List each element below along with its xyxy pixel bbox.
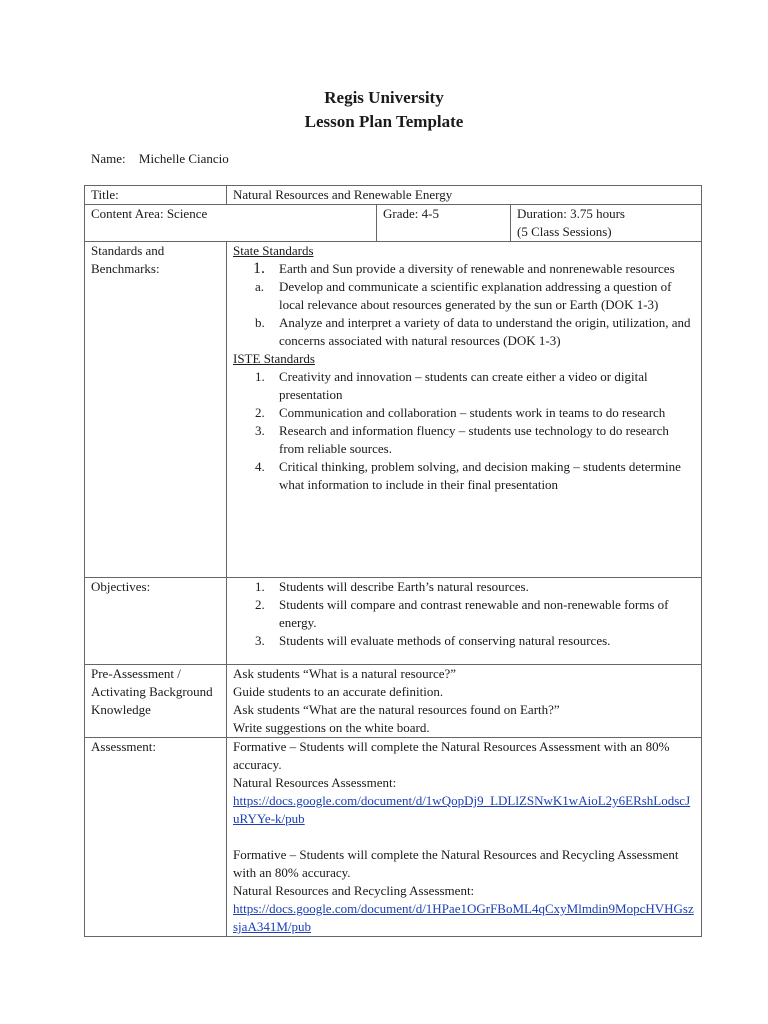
state-standards-heading: State Standards <box>233 243 314 258</box>
assessment-name: Natural Resources and Recycling Assessment: <box>233 883 475 898</box>
preassessment-line: Ask students “What are the natural resources found on Earth?” <box>233 702 560 717</box>
title-row <box>85 186 702 205</box>
objectives-label: Objectives: <box>85 578 227 665</box>
iste-standards-heading: ISTE Standards <box>233 351 315 366</box>
lesson-plan-table <box>84 185 702 937</box>
iste-standards-list <box>233 368 695 494</box>
title-value: Natural Resources and Renewable Energy <box>227 186 702 205</box>
list-item: b. Analyze and interpret a variety of data to understand the origin, utilization, and concerns associated with natural resources (DOK 1-3) <box>255 315 691 348</box>
standards-row <box>85 242 702 578</box>
assessment-row <box>85 738 702 937</box>
name-value: Michelle Ciancio <box>138 151 229 166</box>
assessment-label: Assessment: <box>85 738 227 937</box>
assessment-text: Formative – Students will complete the Natural Resources and Recycling Assessment with an 80% accuracy. <box>233 847 679 880</box>
list-item: 1. Students will describe Earth’s natural resources. <box>255 579 529 594</box>
assessment-content <box>227 738 702 937</box>
duration-hours: Duration: 3.75 hours <box>517 206 625 221</box>
list-item: 3. Research and information fluency – students use technology to do research from reliable sources. <box>255 423 669 456</box>
assessment-link[interactable]: https://docs.google.com/document/d/1wQopDj9_LDLlZSNwK1wAioL2y6ERshLodscJuRYYe-k/pub <box>233 793 691 826</box>
preassessment-content <box>227 665 702 738</box>
preassessment-row <box>85 665 702 738</box>
duration-sessions: (5 Class Sessions) <box>517 224 612 239</box>
standards-label: Standards and Benchmarks: <box>85 242 227 578</box>
standards-content <box>227 242 702 578</box>
list-item: 4. Critical thinking, problem solving, and decision making – students determine what information to include in their final presentation <box>255 459 681 492</box>
assessment-link[interactable]: https://docs.google.com/document/d/1HPae1OGrFBoML4qCxyMlmdin9MopcHVHGszsjaA341M/pub <box>233 901 694 934</box>
objectives-list <box>233 578 695 650</box>
objectives-row <box>85 578 702 665</box>
template-title: Lesson Plan Template <box>304 112 464 131</box>
assessment-text: Formative – Students will complete the Natural Resources Assessment with an 80% accuracy. <box>233 739 670 772</box>
title-label: Title: <box>85 186 227 205</box>
name-line <box>91 150 229 168</box>
duration <box>511 205 702 242</box>
preassessment-label: Pre-Assessment / Activating Background Knowledge <box>85 665 227 738</box>
content-row <box>85 205 702 242</box>
objectives-content <box>227 578 702 665</box>
preassessment-line: Write suggestions on the white board. <box>233 720 430 735</box>
content-area: Content Area: Science <box>85 205 377 242</box>
list-item: 3. Students will evaluate methods of conserving natural resources. <box>255 633 611 648</box>
university-title: Regis University <box>324 88 444 107</box>
list-item: 1. Earth and Sun provide a diversity of renewable and nonrenewable resources <box>253 260 675 277</box>
preassessment-line: Ask students “What is a natural resource?” <box>233 666 457 681</box>
state-standards-list <box>233 260 695 350</box>
name-label: Name: <box>91 151 126 166</box>
list-item: a. Develop and communicate a scientific explanation addressing a question of local relevance about resources generated by the sun or Earth (DOK 1-3) <box>255 279 672 312</box>
list-item: 2. Communication and collaboration – students work in teams to do research <box>255 405 666 420</box>
grade: Grade: 4-5 <box>377 205 511 242</box>
list-item: 2. Students will compare and contrast renewable and non-renewable forms of energy. <box>255 597 669 630</box>
document-header <box>0 86 768 134</box>
preassessment-line: Guide students to an accurate definition. <box>233 684 444 699</box>
list-item: 1. Creativity and innovation – students can create either a video or digital presentation <box>255 369 648 402</box>
assessment-name: Natural Resources Assessment: <box>233 775 397 790</box>
